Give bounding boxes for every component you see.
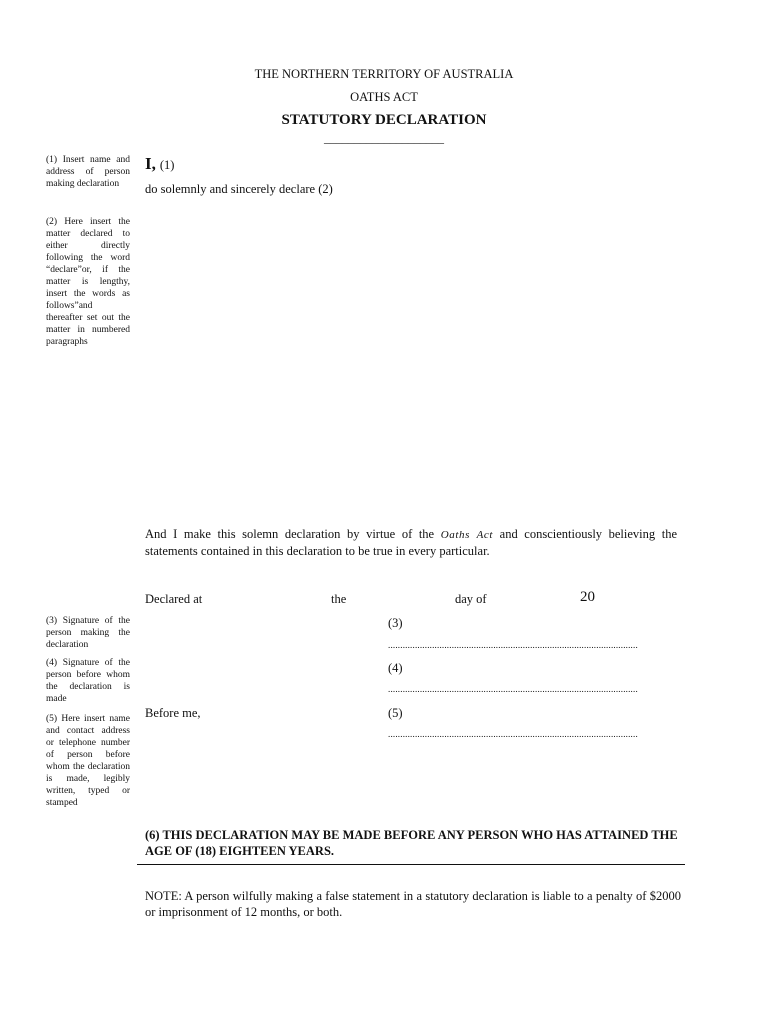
margin-note-5: (5) Here insert name and contact address or telephone number of person before whom the declaration is made, legibly written, typed or stamped [46,714,130,808]
act-heading: OATHS ACT [350,90,418,104]
margin-note-2: (2) Here insert the matter declared to either directly following the word “declare”or, if the matter is lengthy, insert the words as follows”and thereafter set out the matter in numbered paragraphs [46,217,130,347]
title-underline: ____________________ [324,131,444,145]
signature-ref-5: (5) [388,706,403,720]
penalty-note: NOTE: A person wilfully making a false statement in a statutory declaration is liable to a penalty of $2000 or imprisonment of 12 months, or both. [145,889,681,919]
margin-note-1: (1) Insert name and address of person making declaration [46,155,130,189]
solemn-text-pre: And I make this solemn declaration by virtue of the [145,527,435,541]
footer-divider [137,864,685,865]
solemn-text-post: and conscientiously believing the statements contained in this declaration to be true in every particular. [145,527,678,558]
declarant-label: I, [145,154,156,173]
day-of-label: day of [455,592,487,606]
jurisdiction-heading: THE NORTHERN TERRITORY OF AUSTRALIA [254,67,514,81]
declarant-line [145,154,174,174]
signature-line-5: ...................................................................................................... [388,729,638,739]
margin-note-4: (4) Signature of the person before whom the declaration is made [46,658,130,704]
solemn-declaration-paragraph [145,526,677,559]
margin-note-3: (3) Signature of the person making the declaration [46,616,130,650]
age-notice: (6) THIS DECLARATION MAY BE MADE BEFORE ANY PERSON WHO HAS ATTAINED THE AGE OF (18) EIGHTEEN YEARS. [145,828,678,858]
signature-ref-3: (3) [388,616,403,630]
declare-line: do solemnly and sincerely declare (2) [145,182,333,196]
before-me-label: Before me, [145,706,201,720]
the-label: the [331,592,347,606]
declarant-ref: (1) [159,158,175,172]
act-name: Oaths Act [440,529,494,541]
declared-at-label: Declared at [145,592,203,606]
page-title: STATUTORY DECLARATION [281,112,487,128]
signature-ref-4: (4) [388,661,403,675]
year-prefix: 20 [580,589,595,605]
signature-line-4: ...................................................................................................... [388,684,638,694]
signature-line-3: ...................................................................................................... [388,640,638,650]
